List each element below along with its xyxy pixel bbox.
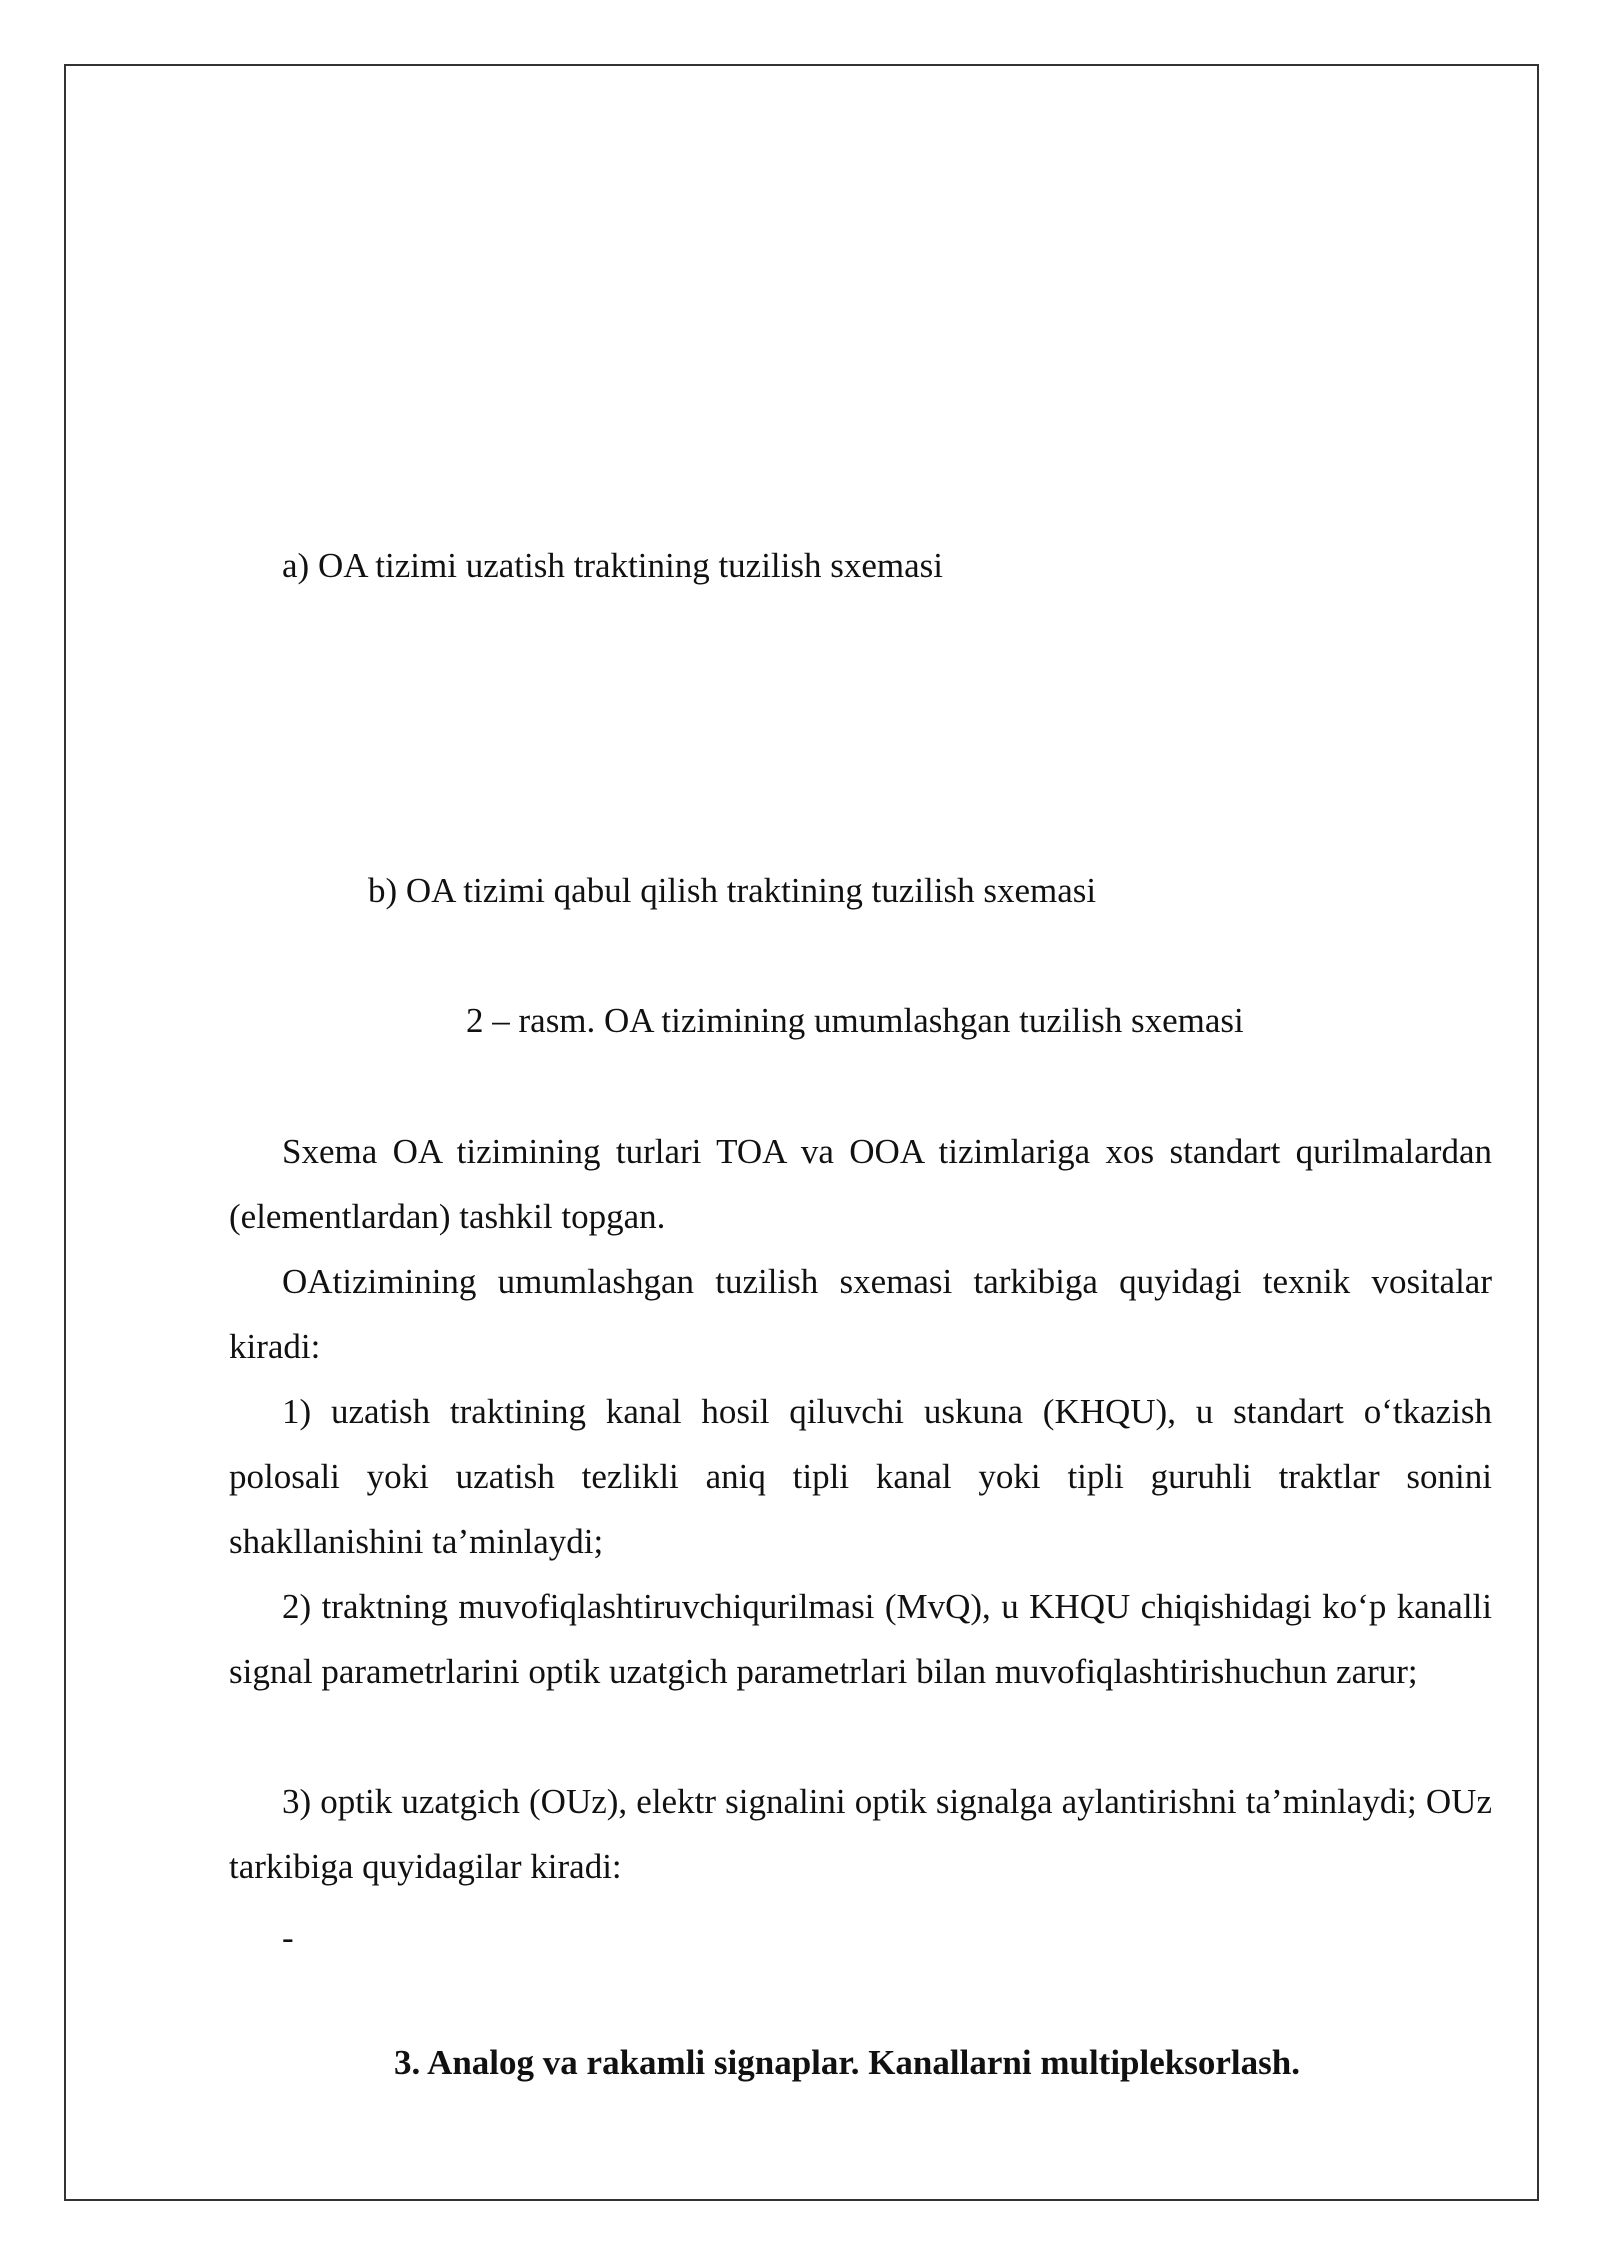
paragraph-item-3: 3) optik uzatgich (OUz), elektr signalini optik signalga aylantirishni ta’minlaydi; OUz tarkibiga quyidagilar kiradi: <box>229 1782 1492 1886</box>
paragraph-scheme-intro: Sxema OA tizimining turlari TOA va OOA tizimlariga xos standart qurilmalardan (elementlardan) tashkil topgan. <box>229 1132 1492 1236</box>
paragraph-tech-means: OAtizimining umumlashgan tuzilish sxemasi tarkibiga quyidagi texnik vositalar kiradi: <box>229 1262 1492 1366</box>
caption-a: a) OA tizimi uzatish traktining tuzilish sxemasi <box>282 546 944 585</box>
figure-caption: 2 – rasm. OA tizimining umumlashgan tuzilish sxemasi <box>466 1001 1244 1040</box>
list-dash: - <box>282 1918 294 1957</box>
section-heading: 3. Analog va rakamli signaplar. Kanallarni multipleksorlash. <box>394 2043 1300 2082</box>
paragraph-item-2: 2) traktning muvofiqlashtiruvchiqurilmasi (MvQ), u KHQU chiqishidagi ko‘p kanalli signal parametrlarini optik uzatgich parametrlari bilan muvofiqlashtirishuchun zarur; <box>229 1587 1492 1691</box>
caption-b: b) OA tizimi qabul qilish traktining tuzilish sxemasi <box>368 871 1097 910</box>
paragraph-item-1: 1) uzatish traktining kanal hosil qiluvchi uskuna (KHQU), u standart o‘tkazish polosali yoki uzatish tezlikli aniq tipli kanal yoki tipli guruhli traktlar sonini shakllanishini ta’minlaydi; <box>229 1392 1492 1561</box>
